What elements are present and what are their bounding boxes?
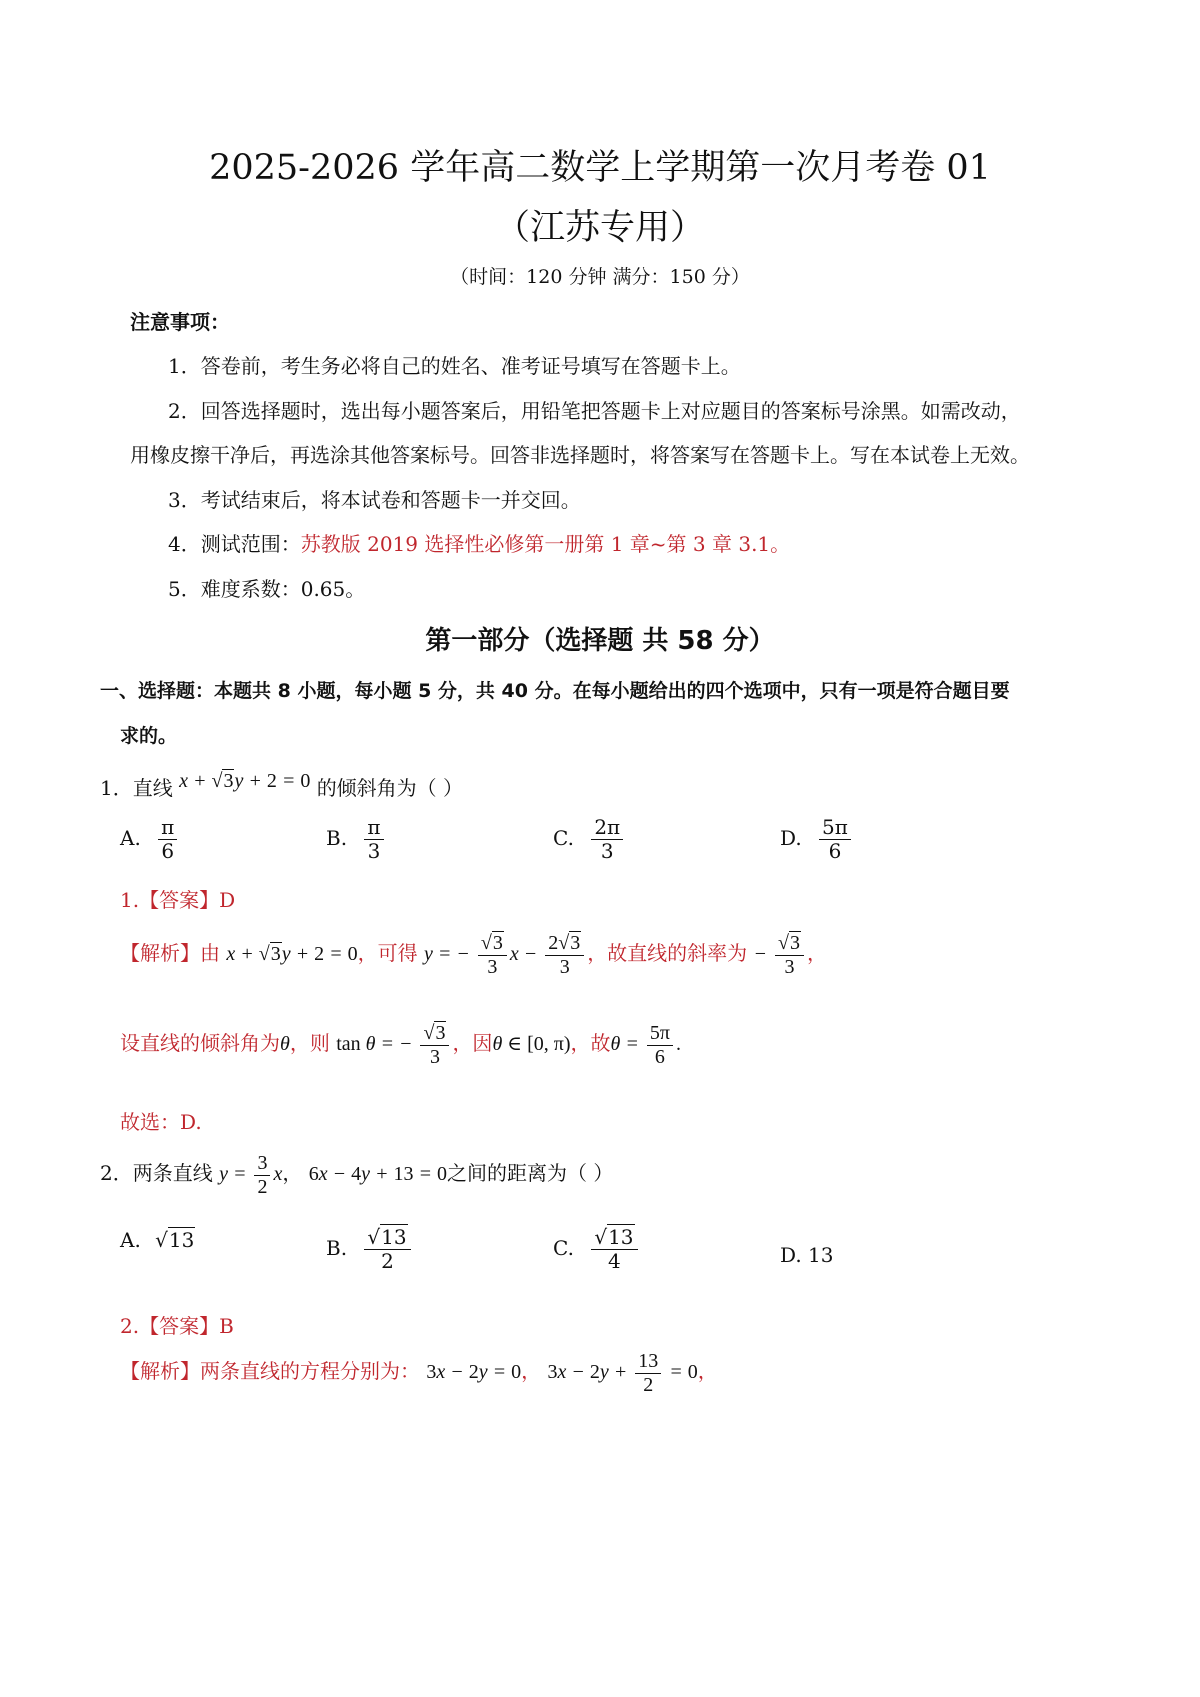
exam-title: 2025-2026 学年高二数学上学期第一次月考卷 01 xyxy=(209,148,991,188)
q1-analysis-tag: 【解析】 xyxy=(120,941,200,966)
q1-option-c xyxy=(553,816,626,863)
q1-analysis-get: ，可得 xyxy=(357,941,418,966)
q1-theta: θ xyxy=(280,1033,290,1056)
q1-tan-eq: tan θ = − $\frac{√3}{3}$ xyxy=(336,1033,452,1055)
q1-option-a-label: A. xyxy=(120,826,141,850)
q1-answer: 1.【答案】D xyxy=(120,888,236,912)
q2-option-a-value: √13 xyxy=(155,1228,195,1252)
q1-analysis-slope: ，故直线的斜率为 xyxy=(587,941,748,966)
notice-item-3: 3．考试结束后，将本试卷和答题卡一并交回。 xyxy=(168,488,581,512)
exam-subtitle: （江苏专用） xyxy=(494,208,705,248)
q2-analysis-text: 两条直线的方程分别为： xyxy=(200,1359,420,1384)
q1-option-c-value: $\frac{2\pi}{3}$ xyxy=(591,816,623,863)
q1-analysis-line1 xyxy=(120,932,827,979)
q1-option-a xyxy=(120,816,180,863)
q1-option-b-label: B. xyxy=(326,826,348,850)
q1-option-d-value: $\frac{5\pi}{6}$ xyxy=(819,816,851,863)
q1-option-c-label: C. xyxy=(553,826,574,850)
q2-prefix: 2．两条直线 xyxy=(100,1161,213,1186)
q2-eq2: 3x − 2y + $\frac{13}{2}$ = 0 xyxy=(547,1350,698,1396)
q1-option-b-value: $\frac{\pi}{3}$ xyxy=(364,816,383,863)
notice-item-4-scope: 苏教版 2019 选择性必修第一册第 1 章~第 3 章 3.1。 xyxy=(300,532,791,556)
q1-option-d xyxy=(780,816,854,863)
q1-result: θ = $\frac{5\pi}{6}$ . xyxy=(610,1022,681,1068)
notice-item-1: 1．答卷前，考生务必将自己的姓名、准考证号填写在答题卡上。 xyxy=(168,354,741,378)
q1-range: θ ∈ [0, π) xyxy=(492,1033,571,1056)
notice-item-2-cont: 用橡皮擦干净后，再选涂其他答案标号。回答非选择题时，将答案写在答题卡上。写在本试卷上无效。 xyxy=(130,443,1030,467)
q2-comma2: ， xyxy=(697,1359,718,1384)
q2-answer: 2.【答案】B xyxy=(120,1314,234,1338)
notice-item-2: 2．回答选择题时，选出每小题答案后，用铅笔把答题卡上对应题目的答案标号涂黑。如需改动， xyxy=(168,399,1021,423)
q1-analysis-slope-value: − $\frac{√3}{3}$ xyxy=(754,943,807,965)
q2-option-b-label: B. xyxy=(326,1236,348,1260)
notice-item-4-prefix: 4．测试范围： xyxy=(168,532,301,556)
q2-option-a xyxy=(120,1228,195,1252)
q1-prefix: 1．直线 xyxy=(100,776,173,800)
q1-line-equation: x + √3y + 2 = 0 xyxy=(179,770,311,792)
q2-comma1: ， xyxy=(521,1359,542,1384)
q2-line2-equation: 6x − 4y + 13 = 0 xyxy=(308,1163,447,1186)
q1-option-b xyxy=(326,816,387,863)
notice-item-4 xyxy=(168,528,790,557)
q2-analysis-tag: 【解析】 xyxy=(120,1359,200,1384)
section-heading-line2: 求的。 xyxy=(120,725,178,747)
q1-analysis-eq: x + √3y + 2 = 0 xyxy=(226,943,358,966)
q2-analysis xyxy=(120,1350,718,1397)
notice-heading: 注意事项： xyxy=(130,310,230,334)
question-2-stem xyxy=(100,1152,613,1199)
q1-line2-c: ，因 xyxy=(452,1031,493,1056)
time-info: （时间：120 分钟 满分：150 分） xyxy=(450,266,750,288)
q1-analysis-solved: y = − $\frac{√3}{3}$ x − $\frac{2√3}{3}$ xyxy=(424,943,587,965)
q1-option-a-value: $\frac{\pi}{6}$ xyxy=(158,816,177,863)
q2-option-c-label: C. xyxy=(553,1236,574,1260)
part1-heading: 第一部分（选择题 共 58 分） xyxy=(425,626,775,656)
q1-line2-b: ，则 xyxy=(289,1031,330,1056)
q1-option-d-label: D. xyxy=(780,826,802,850)
q2-option-b-value: $\frac{√13}{2}$ xyxy=(364,1226,410,1273)
question-1-stem xyxy=(100,772,463,801)
q1-suffix: 的倾斜角为（ ） xyxy=(316,776,464,800)
q2-option-a-label: A. xyxy=(120,1228,141,1252)
notice-item-5: 5．难度系数：0.65。 xyxy=(168,577,366,601)
q2-mid: ， xyxy=(282,1161,303,1186)
q1-analysis-by: 由 xyxy=(200,941,220,966)
q1-conclusion: 故选：D. xyxy=(120,1110,202,1134)
q1-line2-a: 设直线的倾斜角为 xyxy=(120,1031,280,1056)
q2-suffix: 之间的距离为（ ） xyxy=(446,1161,614,1186)
q2-eq1: 3x − 2y = 0 xyxy=(426,1361,522,1384)
q2-option-c-value: $\frac{√13}{4}$ xyxy=(591,1226,637,1273)
q2-option-c xyxy=(553,1226,641,1273)
q1-analysis-comma: ， xyxy=(807,941,828,966)
q2-option-b xyxy=(326,1226,414,1273)
q2-line1-equation: y = $\frac{3}{2}$ x xyxy=(219,1152,283,1198)
section-heading-line1: 一、选择题：本题共 8 小题，每小题 5 分，共 40 分。在每小题给出的四个选项中，只有一项是符合题目要 xyxy=(100,680,1010,702)
q1-line2-d: ，故 xyxy=(570,1031,611,1056)
q2-option-d: D. 13 xyxy=(780,1243,834,1267)
q1-analysis-line2 xyxy=(120,1022,681,1069)
